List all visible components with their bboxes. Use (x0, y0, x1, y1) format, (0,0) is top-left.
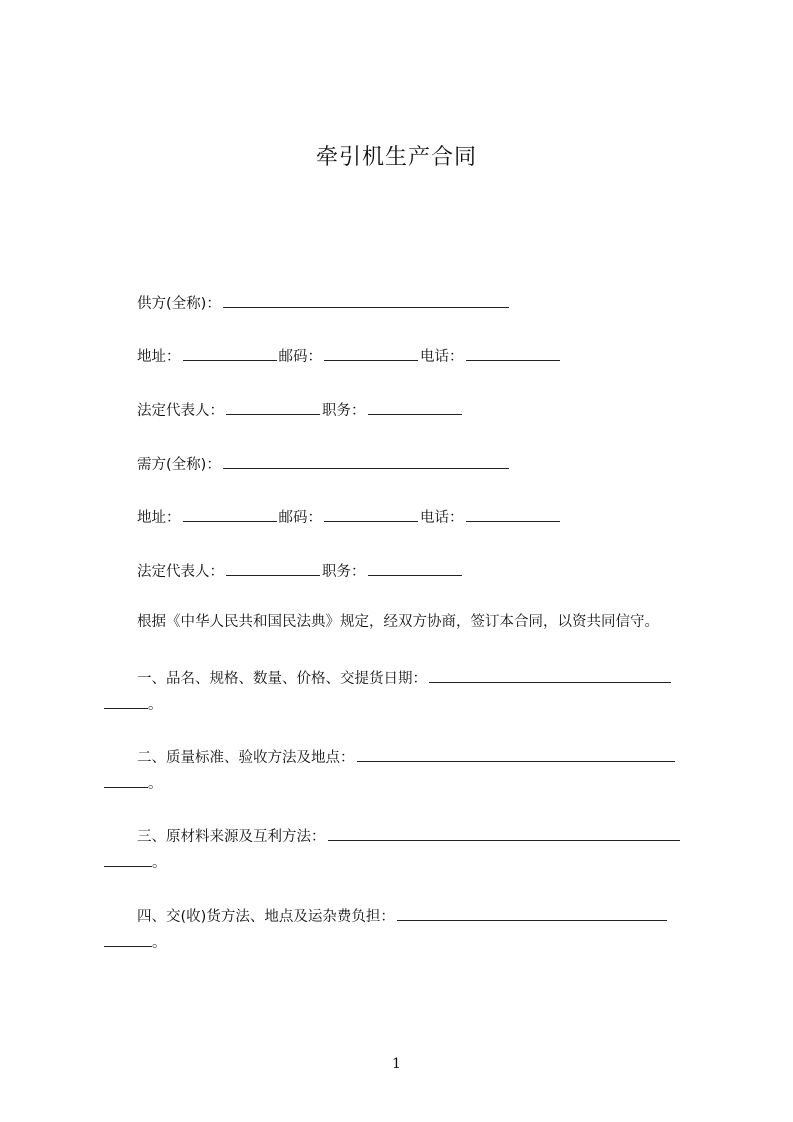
supplier-name-label: 供方(全称)： (137, 296, 221, 312)
buyer-legal-rep-field[interactable] (226, 559, 320, 576)
supplier-legal-rep-label: 法定代表人： (137, 403, 224, 419)
supplier-name-line (137, 291, 511, 314)
buyer-address-label: 地址： (137, 510, 181, 526)
buyer-legal-rep-label: 法定代表人： (137, 564, 224, 580)
clause-2-field[interactable] (357, 745, 675, 762)
clause-3-text: 三、原材料来源及互利方法： (137, 829, 326, 845)
clause-1-continuation (104, 692, 163, 715)
supplier-contact-line (137, 344, 562, 367)
supplier-phone-label: 电话： (420, 349, 464, 365)
clause-4-text: 四、交(收)货方法、地点及运杂费负担： (137, 909, 395, 925)
supplier-postcode-label: 邮码： (278, 349, 322, 365)
buyer-name-label: 需方(全称)： (137, 457, 221, 473)
clause-2-continuation (104, 771, 163, 794)
clause-4-field-continuation[interactable] (104, 930, 152, 947)
clause-1-field[interactable] (429, 666, 671, 683)
buyer-rep-line (137, 559, 464, 582)
clause-3-field-continuation[interactable] (104, 850, 152, 867)
supplier-position-label: 职务： (322, 403, 366, 419)
buyer-address-field[interactable] (183, 505, 277, 522)
buyer-contact-line (137, 505, 562, 528)
clause-1-field-continuation[interactable] (104, 692, 148, 709)
clause-4-continuation (104, 930, 167, 953)
supplier-legal-rep-field[interactable] (226, 398, 320, 415)
clause-3-end-mark: 。 (152, 855, 167, 871)
buyer-postcode-label: 邮码： (278, 510, 322, 526)
clause-4-end-mark: 。 (152, 935, 167, 951)
clause-1-end-mark: 。 (148, 697, 163, 713)
supplier-address-label: 地址： (137, 349, 181, 365)
clause-3-continuation (104, 850, 167, 873)
clause-4 (137, 904, 669, 927)
clause-4-field[interactable] (397, 904, 667, 921)
buyer-position-label: 职务： (322, 564, 366, 580)
clause-2 (137, 745, 677, 768)
clause-3-field[interactable] (328, 824, 680, 841)
page-number: 1 (392, 1056, 401, 1072)
supplier-name-field[interactable] (223, 291, 509, 308)
supplier-phone-field[interactable] (466, 344, 560, 361)
buyer-position-field[interactable] (368, 559, 462, 576)
supplier-address-field[interactable] (183, 344, 277, 361)
supplier-position-field[interactable] (368, 398, 462, 415)
clause-1-text: 一、品名、规格、数量、价格、交提货日期： (137, 671, 427, 687)
buyer-name-field[interactable] (223, 452, 509, 469)
buyer-phone-field[interactable] (466, 505, 560, 522)
supplier-postcode-field[interactable] (324, 344, 418, 361)
buyer-postcode-field[interactable] (324, 505, 418, 522)
clause-2-text: 二、质量标准、验收方法及地点： (137, 750, 355, 766)
clause-3 (137, 824, 682, 847)
clause-2-end-mark: 。 (148, 776, 163, 792)
clause-1 (137, 666, 673, 689)
buyer-name-line (137, 452, 511, 475)
clause-2-field-continuation[interactable] (104, 771, 148, 788)
page-title: 牵引机生产合同 (315, 145, 477, 170)
supplier-rep-line (137, 398, 464, 421)
buyer-phone-label: 电话： (420, 510, 464, 526)
preamble-text: 根据《中华人民共和国民法典》规定，经双方协商，签订本合同，以资共同信守。 (137, 614, 659, 630)
